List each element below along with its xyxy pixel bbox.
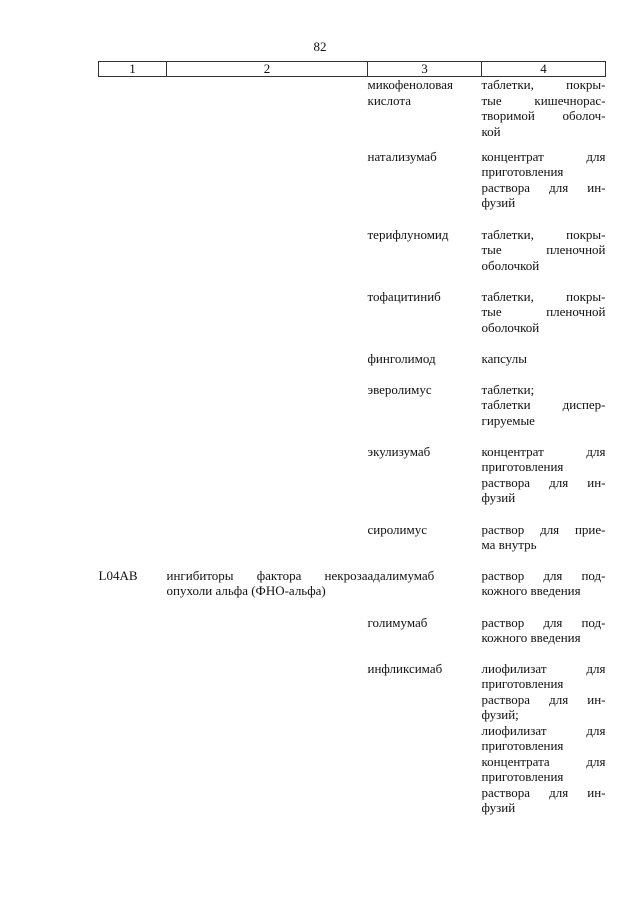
dosage-form-cell — [482, 522, 606, 568]
drug-name-cell: терифлуномид — [367, 226, 449, 242]
dosage-form-line: тые пленочной — [481, 304, 606, 319]
dosage-form-line: фузий — [481, 490, 516, 505]
atc-code-cell — [99, 522, 167, 568]
dosage-form-line: концентрат для — [481, 148, 606, 164]
dosage-form-line: раствора для ин- — [481, 784, 606, 800]
group-name-cell: ингибиторы фактора некроза опухоли альфа (ФНО-альфа) — [166, 567, 368, 598]
dosage-form-line: капсулы — [481, 350, 527, 366]
group-name-cell — [167, 77, 368, 149]
dosage-form-line: тые пленочной — [481, 242, 606, 257]
dosage-form-line: раствор для под- — [481, 567, 606, 583]
table-row — [99, 615, 606, 661]
drug-name-cell: эверолимус — [367, 381, 432, 397]
dosage-form-line: приготовления — [481, 164, 564, 179]
drug-name-cell: тофацитиниб — [367, 288, 441, 304]
dosage-form-line: таблетки, покры- — [481, 226, 606, 242]
dosage-form-line: фузий — [481, 800, 516, 815]
atc-code-cell — [99, 661, 167, 821]
dosage-form-line: раствора для ин- — [481, 179, 606, 195]
drug-name-cell: голимумаб — [367, 614, 428, 630]
dosage-form-line: кой — [481, 123, 501, 139]
dosage-form-line: приготовления — [481, 738, 564, 753]
dosage-form-line: лиофилизат для — [481, 722, 606, 738]
table-row — [99, 522, 606, 568]
dosage-form-line: таблетки, покры- — [481, 77, 606, 92]
dosage-form-cell — [482, 227, 606, 289]
table-row — [99, 77, 606, 149]
table-row — [99, 444, 606, 522]
dosage-form-cell — [482, 568, 606, 615]
drug-name-cell: микофеноловая кислота — [367, 77, 454, 108]
dosage-form-line: таблетки; — [481, 381, 535, 397]
dosage-form-line: ма внутрь — [481, 537, 537, 552]
dosage-form-line: оболочкой — [481, 257, 540, 273]
dosage-form-line: фузий — [481, 195, 516, 210]
group-name-cell — [167, 149, 368, 227]
table-row — [99, 227, 606, 289]
atc-code-cell — [99, 444, 167, 522]
dosage-form-line: таблетки, покры- — [481, 288, 606, 304]
group-name-cell — [167, 227, 368, 289]
group-name-cell — [167, 522, 368, 568]
table-row — [99, 351, 606, 382]
group-name-cell — [167, 444, 368, 522]
dosage-form-line: приготовления — [481, 769, 564, 784]
header-col-4: 4 — [482, 62, 606, 77]
dosage-form-line: фузий; — [481, 707, 519, 722]
dosage-form-line: концентрат для — [481, 443, 606, 459]
page-number: 82 — [313, 39, 327, 54]
drug-name-cell: экулизумаб — [367, 443, 431, 459]
dosage-form-cell — [482, 661, 606, 821]
atc-code-cell — [99, 149, 167, 227]
group-name-cell — [167, 382, 368, 444]
group-name-cell — [167, 289, 368, 351]
table-row — [99, 382, 606, 444]
group-name-cell — [167, 615, 368, 661]
dosage-form-line: оболочкой — [481, 319, 540, 335]
dosage-form-line: творимой оболоч- — [481, 108, 606, 123]
atc-code-cell — [99, 289, 167, 351]
atc-code-cell: L04AB — [98, 567, 138, 583]
dosage-form-cell — [482, 382, 606, 444]
drug-name-cell: сиролимус — [367, 521, 427, 537]
atc-code-cell — [99, 351, 167, 382]
atc-code-cell — [99, 615, 167, 661]
dosage-form-line: кожного введения — [481, 630, 581, 645]
drug-name-cell: инфликсимаб — [367, 660, 443, 676]
drug-name-cell: финголимод — [367, 350, 436, 366]
table-body — [99, 77, 606, 821]
dosage-form-cell — [482, 77, 606, 149]
dosage-form-line: тые кишечнорас- — [481, 92, 606, 108]
group-name-cell — [167, 351, 368, 382]
dosage-form-cell — [482, 615, 606, 661]
header-col-1: 1 — [99, 62, 167, 77]
header-row — [99, 62, 606, 77]
dosage-form-cell — [482, 289, 606, 351]
drug-table — [98, 61, 606, 821]
atc-code-cell — [99, 227, 167, 289]
header-col-2: 2 — [167, 62, 368, 77]
header-col-3: 3 — [368, 62, 482, 77]
dosage-form-cell — [482, 351, 606, 382]
dosage-form-line: раствор для прие- — [481, 521, 606, 537]
dosage-form-cell — [482, 444, 606, 522]
drug-name-cell: натализумаб — [367, 148, 437, 164]
dosage-form-line: раствор для под- — [481, 614, 606, 630]
dosage-form-line: приготовления — [481, 676, 564, 691]
atc-code-cell — [99, 382, 167, 444]
dosage-form-line: кожного введения — [481, 583, 581, 598]
dosage-form-line: приготовления — [481, 459, 564, 474]
dosage-form-line: гируемые — [481, 412, 535, 428]
table-row — [99, 149, 606, 227]
atc-code-cell — [99, 77, 167, 149]
table-row — [99, 289, 606, 351]
dosage-form-cell — [482, 149, 606, 227]
drug-name-cell: адалимумаб — [367, 567, 435, 583]
group-name-cell — [167, 661, 368, 821]
dosage-form-line: концентрата для — [481, 753, 606, 769]
dosage-form-line: таблетки диспер- — [481, 397, 606, 412]
dosage-form-line: лиофилизат для — [481, 660, 606, 676]
table-row — [99, 568, 606, 615]
table-row — [99, 661, 606, 821]
dosage-form-line: раствора для ин- — [481, 691, 606, 707]
dosage-form-line: раствора для ин- — [481, 474, 606, 490]
